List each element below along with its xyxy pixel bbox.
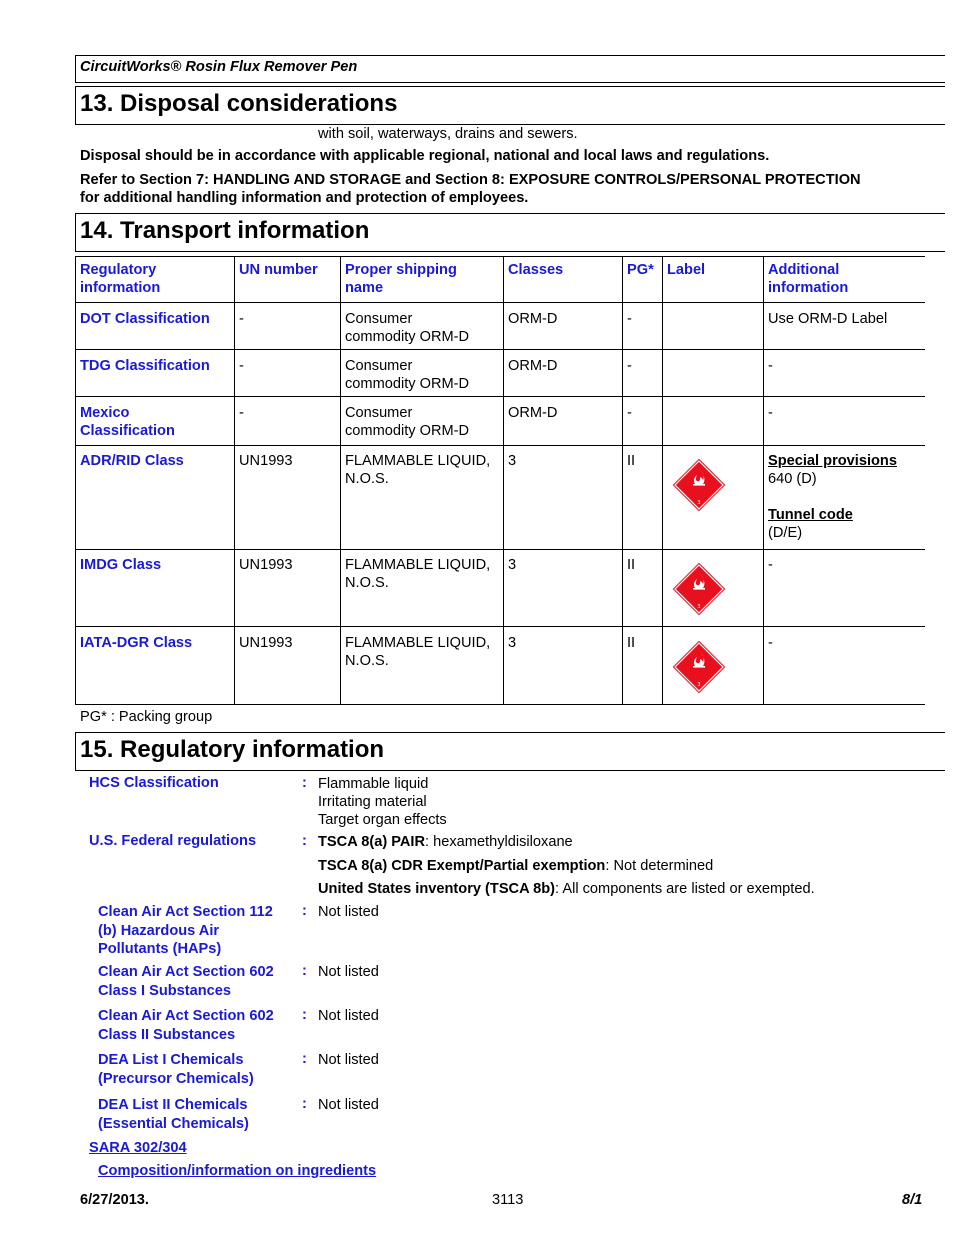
row-iata-reg: IATA-DGR Class — [80, 635, 193, 651]
s13-continued: with soil, waterways, drains and sewers. — [318, 126, 578, 142]
caa-602-class2-value: Not listed — [318, 1008, 379, 1024]
caa-602-class2-label: Clean Air Act Section 602 Class II Substances — [98, 1008, 274, 1043]
row-iata-pg: II — [627, 635, 636, 651]
dea-list2-value: Not listed — [318, 1097, 379, 1113]
product-name: CircuitWorks® Rosin Flux Remover Pen — [80, 59, 358, 75]
caa-112-value: Not listed — [318, 904, 379, 920]
th-label: Label — [667, 262, 706, 278]
flammable-liquid-label-icon — [671, 639, 727, 695]
row-iata-class: 3 — [508, 635, 517, 651]
hcs-classification-label: HCS Classification — [89, 775, 219, 791]
flammable-liquid-label-icon — [671, 457, 727, 513]
composition-heading: Composition/information on ingredients — [98, 1163, 377, 1179]
row-adr-pg: II — [627, 453, 636, 469]
hcs-classification-values: Flammable liquid Irritating material Target organ effects — [318, 776, 447, 828]
row-dot-class: ORM-D — [508, 311, 558, 327]
row-dot-un: - — [239, 311, 244, 327]
us-federal-regulations-label: U.S. Federal regulations — [89, 833, 257, 849]
svg-text:3: 3 — [697, 500, 701, 506]
s13-refer-line2: for additional handling information and protection of employees. — [80, 190, 529, 206]
row-tdg-pg: - — [627, 358, 632, 374]
caa-112-label: Clean Air Act Section 112 (b) Hazardous Air Pollutants (HAPs) — [98, 904, 273, 957]
row-mexico-class: ORM-D — [508, 405, 558, 421]
th-pg: PG* — [627, 262, 654, 278]
row-mexico-psn: Consumer commodity ORM-D — [345, 405, 470, 439]
row-imdg-reg: IMDG Class — [80, 557, 162, 573]
s13-disposal-text: Disposal should be in accordance with applicable regional, national and local laws and regulations. — [80, 148, 770, 164]
row-tdg-class: ORM-D — [508, 358, 558, 374]
row-mexico-reg: Mexico Classification — [80, 405, 175, 439]
tsca-pair: TSCA 8(a) PAIR: hexamethyldisiloxane — [318, 834, 573, 850]
dea-list1-label: DEA List I Chemicals (Precursor Chemicals) — [98, 1052, 254, 1087]
flammable-liquid-label-icon — [671, 561, 727, 617]
row-adr-class: 3 — [508, 453, 517, 469]
row-tdg-add: - — [768, 358, 773, 374]
row-mexico-add: - — [768, 405, 773, 421]
row-iata-un: UN1993 — [239, 635, 293, 651]
row-imdg-un: UN1993 — [239, 557, 293, 573]
row-mexico-pg: - — [627, 405, 632, 421]
footer-code: 3113 — [492, 1192, 524, 1208]
footer-page: 8/1 — [902, 1192, 923, 1208]
row-tdg-reg: TDG Classification — [80, 358, 210, 374]
th-proper-shipping-name: Proper shipping name — [345, 262, 457, 296]
dea-list2-label: DEA List II Chemicals (Essential Chemicals) — [98, 1097, 249, 1132]
section-14-title: 14. Transport information — [80, 217, 370, 244]
sara-302-304-heading: SARA 302/304 — [89, 1140, 187, 1156]
section-13-title: 13. Disposal considerations — [80, 90, 398, 117]
tunnel-code-title: Tunnel code — [768, 507, 853, 523]
row-dot-add: Use ORM-D Label — [768, 311, 888, 327]
row-dot-reg: DOT Classification — [80, 311, 210, 327]
th-un-number: UN number — [239, 262, 318, 278]
pg-footnote: PG* : Packing group — [80, 709, 213, 725]
row-imdg-class: 3 — [508, 557, 517, 573]
row-tdg-psn: Consumer commodity ORM-D — [345, 358, 470, 392]
th-regulatory: Regulatory information — [80, 262, 161, 296]
tsca-inventory: United States inventory (TSCA 8b): All components are listed or exempted. — [318, 881, 815, 897]
caa-602-class1-label: Clean Air Act Section 602 Class I Substances — [98, 964, 274, 999]
row-dot-pg: - — [627, 311, 632, 327]
row-adr-add — [768, 452, 897, 542]
row-adr-reg: ADR/RID Class — [80, 453, 184, 469]
s13-refer-line1: Refer to Section 7: HANDLING AND STORAGE and Section 8: EXPOSURE CONTROLS/PERSONAL PROTECTION — [80, 172, 861, 188]
row-imdg-psn: FLAMMABLE LIQUID, N.O.S. — [345, 557, 491, 591]
footer-date: 6/27/2013. — [80, 1192, 149, 1208]
th-classes: Classes — [508, 262, 564, 278]
svg-text:3: 3 — [697, 682, 701, 688]
row-mexico-un: - — [239, 405, 244, 421]
dea-list1-value: Not listed — [318, 1052, 379, 1068]
row-imdg-pg: II — [627, 557, 636, 573]
row-iata-add: - — [768, 635, 773, 651]
row-iata-psn: FLAMMABLE LIQUID, N.O.S. — [345, 635, 491, 669]
caa-602-class1-value: Not listed — [318, 964, 379, 980]
row-dot-psn: Consumer commodity ORM-D — [345, 311, 470, 345]
special-provisions-title: Special provisions — [768, 453, 897, 469]
tunnel-code-value: (D/E) — [768, 525, 803, 541]
th-additional: Additional information — [768, 262, 849, 296]
tsca-cdr: TSCA 8(a) CDR Exempt/Partial exemption: Not determined — [318, 858, 714, 874]
section-15-title: 15. Regulatory information — [80, 736, 385, 763]
row-adr-psn: FLAMMABLE LIQUID, N.O.S. — [345, 453, 491, 487]
row-tdg-un: - — [239, 358, 244, 374]
row-imdg-add: - — [768, 557, 773, 573]
special-provisions-value: 640 (D) — [768, 471, 817, 487]
svg-text:3: 3 — [697, 604, 701, 610]
row-adr-un: UN1993 — [239, 453, 293, 469]
